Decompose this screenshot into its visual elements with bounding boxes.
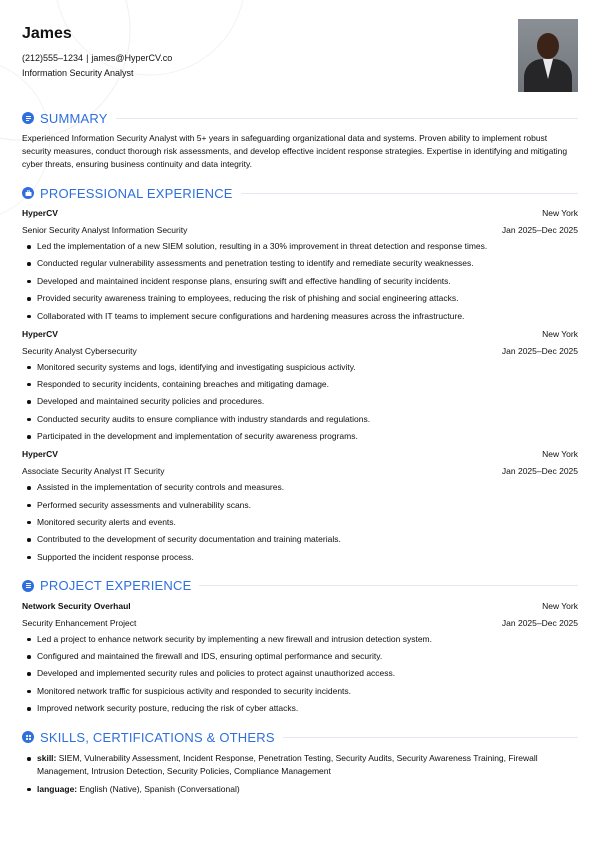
list-item: Contributed to the development of security documentation and training materials. [22,533,578,546]
section-title: SKILLS, CERTIFICATIONS & OTHERS [40,729,275,745]
entry-role-row [22,465,578,478]
candidate-name: James [22,25,72,42]
job-dates: Jan 2025–Dec 2025 [501,345,578,356]
job-role: Senior Security Analyst Information Security [22,225,188,235]
entry-header-row [22,328,578,341]
job-title: Information Security Analyst [22,68,134,78]
list-item [22,752,578,778]
list-item: Assisted in the implementation of security controls and measures. [22,481,578,494]
skill-label: skill: [37,753,57,764]
photo-face [537,33,559,59]
list-item: Led the implementation of a new SIEM solution, resulting in a 30% improvement in threat detection and response times. [22,240,578,253]
project-location: New York [542,600,578,611]
section-title: PROJECT EXPERIENCE [40,578,192,594]
entry-role-row [22,224,578,237]
language-label: language: [37,783,78,794]
experience-entry [22,448,578,564]
experience-entry [22,328,578,444]
resume-header [22,24,578,96]
list-item: Monitored network traffic for suspicious activity and responded to security incidents. [22,685,578,698]
profile-photo [518,19,578,92]
list-item: Collaborated with IT teams to implement secure configurations and hardening measures across the infrastructure. [22,310,578,323]
entry-role-row [22,345,578,358]
job-role: Security Analyst Cybersecurity [22,345,137,356]
entry-role-row [22,617,578,630]
section-divider [199,585,578,586]
project-name: Network Security Overhaul [22,600,131,611]
project-dates: Jan 2025–Dec 2025 [501,617,578,628]
section-divider [116,118,578,119]
project-subtitle: Security Enhancement Project [22,617,137,628]
list-item: Configured and maintained the firewall and IDS, ensuring optimal performance and security. [22,650,578,663]
experience-entry [22,207,578,323]
company-name: HyperCV [22,328,58,339]
language-value: English (Native), Spanish (Conversational) [79,783,240,794]
achievement-list [22,240,578,323]
entry-header-row [22,207,578,220]
job-location: New York [542,208,578,218]
job-location: New York [542,328,578,339]
list-item: Monitored security alerts and events. [22,516,578,529]
list-item: Performed security assessments and vulnerability scans. [22,499,578,512]
document-icon [22,112,34,124]
company-name: HyperCV [22,449,58,460]
list-item: Improved network security posture, reducing the risk of cyber attacks. [22,702,578,715]
skills-section [22,728,578,795]
phone-number: (212)555–1234 [22,53,84,63]
section-header [22,728,578,746]
company-name: HyperCV [22,208,58,218]
list-item: Developed and implemented security rules and policies to protect against unauthorized access. [22,667,578,680]
list-item: Led a project to enhance network security by implementing a new firewall and intrusion detection system. [22,633,578,646]
email-address[interactable]: james@HyperCV.co [91,53,173,63]
list-item: Conducted security audits to ensure compliance with industry standards and regulations. [22,413,578,426]
list-item: Monitored security systems and logs, identifying and investigating suspicious activity. [22,361,578,374]
list-item: Developed and maintained security policies and procedures. [22,395,578,408]
contact-separator: | [86,53,89,63]
summary-text: Experienced Information Security Analyst with 5+ years in safeguarding organizational data and systems. Proven ability to implement robust security measures, conduct thorough risk assessments, and develop effective incident response strategies. Expertise in identifying and mitigating cyber threats, ensuring business continuity and data integrity. [22,133,568,169]
section-header [22,577,578,595]
achievement-list [22,633,578,716]
section-header [22,109,578,127]
job-dates: Jan 2025–Dec 2025 [501,225,578,235]
list-item: Supported the incident response process. [22,551,578,564]
section-title: PROFESSIONAL EXPERIENCE [40,185,233,201]
achievement-list [22,481,578,564]
section-header [22,184,578,202]
achievement-list [22,361,578,444]
experience-section [22,184,578,564]
section-divider [241,193,578,194]
job-location: New York [542,449,578,460]
folder-icon [22,580,34,592]
job-dates: Jan 2025–Dec 2025 [501,466,578,477]
list-item: Conducted regular vulnerability assessments and penetration testing to identify and remediate security weaknesses. [22,257,578,270]
skills-list [22,752,578,795]
list-item: Responded to security incidents, containing breaches and mitigating damage. [22,378,578,391]
list-item [22,783,578,796]
list-item: Developed and maintained incident response plans, ensuring swift and effective handling of security incidents. [22,275,578,288]
project-entry [22,600,578,716]
contact-line [22,52,578,64]
skill-value: SIEM, Vulnerability Assessment, Incident Response, Penetration Testing, Security Audits, Security Awareness Training, Firewall Management, Intrusion Detection, Security Policies, Compliance Management [37,753,538,777]
grid-icon [22,731,34,743]
entry-header-row [22,448,578,461]
summary-section [22,109,578,171]
briefcase-icon [22,187,34,199]
entry-header-row [22,600,578,613]
list-item: Provided security awareness training to employees, reducing the risk of phishing and social engineering attacks. [22,292,578,305]
list-item: Participated in the development and implementation of security awareness programs. [22,430,578,443]
projects-section [22,577,578,716]
section-divider [283,737,578,738]
job-role: Associate Security Analyst IT Security [22,466,165,477]
section-title: SUMMARY [40,110,108,126]
